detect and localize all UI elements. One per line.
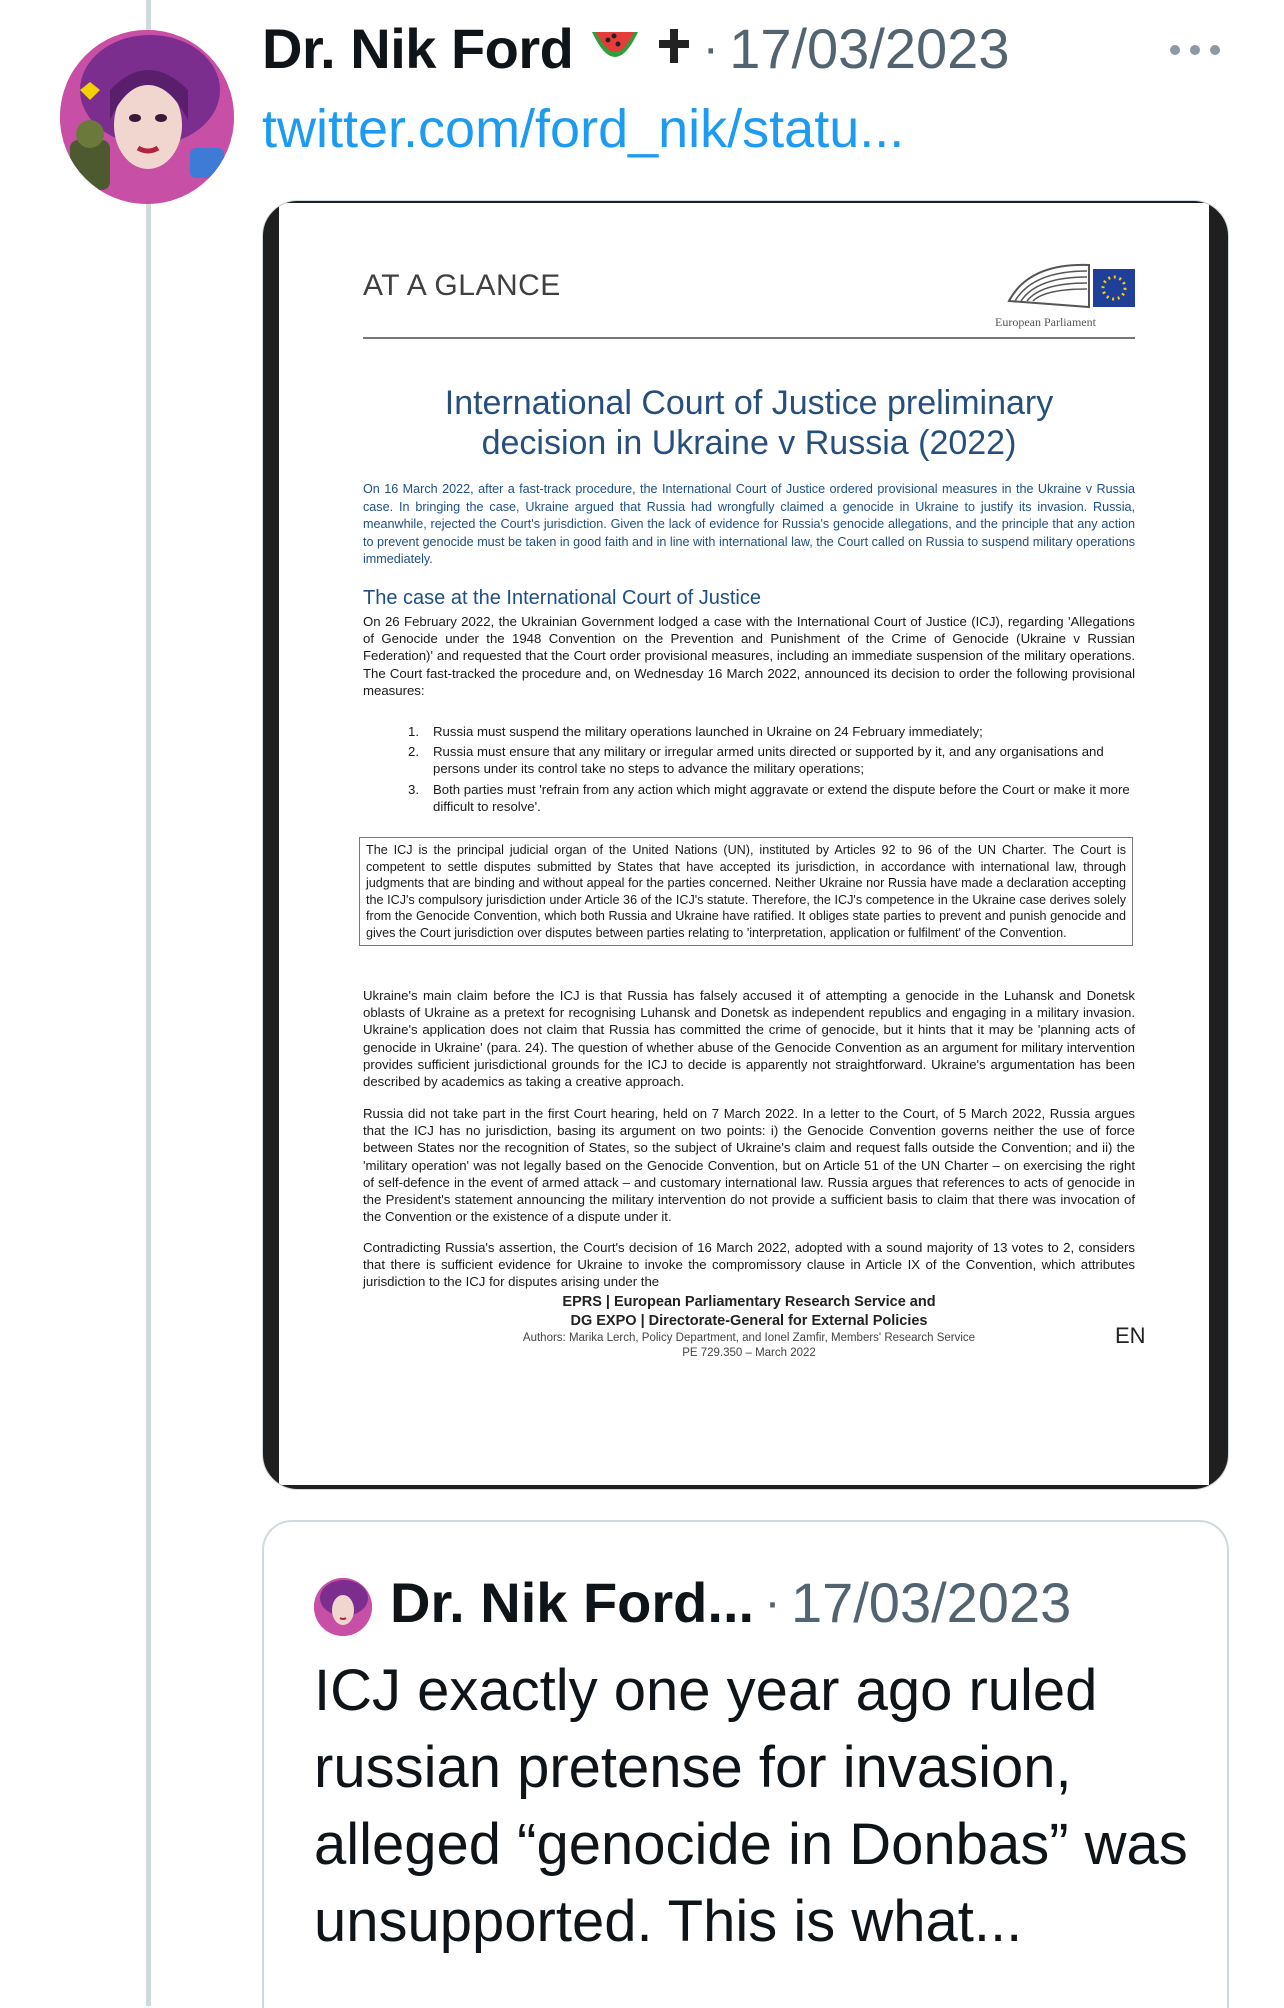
document-page [279,203,1209,1485]
list-item: 1. Russia must suspend the military operations launched in Ukraine on 24 February immediately; [408,724,983,739]
quoted-header-separator: · [764,1576,781,1629]
measures-list [363,723,1135,818]
attached-image[interactable] [262,200,1229,1490]
quoted-author-avatar [314,1578,372,1636]
quoted-tweet-date: 17/03/2023 [790,1571,1072,1634]
paragraph-2: Ukraine's main claim before the ICJ is that Russia has falsely accused it of attempting a genocide in the Luhansk and Donetsk oblasts of Ukraine as a pretext for recognising Luhansk and Donetsk as independent republics and engaging in a military invasion. Ukraine's application does not claim that Russia has committed the crime of genocide, but it hints that it may be 'planning acts of genocide in Ukraine' (para. 24). The question of whether abuse of the Genocide Convention as an argument for military intervention provides sufficient jurisdictional grounds for the ICJ to decide is apparently not straightforward. Ukraine's argumentation has been described by academics as taking a creative approach. [363,988,1135,1090]
tweet-header [262,16,1222,86]
logo-caption: European Parliament [995,315,1096,329]
quoted-tweet-text: ICJ exactly one year ago ruled russian pretense for invasion, alleged “genocide in Donbas” was unsupported. This is what... [314,1658,1188,1954]
tweet-date[interactable]: 17/03/2023 [729,17,1010,80]
header-rule [363,337,1135,339]
author-name[interactable]: Dr. Nik Ford [262,17,574,80]
quoted-tweet[interactable] [262,1520,1229,2008]
icj-info-box: The ICJ is the principal judicial organ of the United Nations (UN), instituted by Articles 92 to 96 of the UN Charter. The Court is competent to settle disputes submitted by States that have accepted its jurisdiction, in accordance with international law, through judgments that are binding and without appeal for the parties concerned. Neither Ukraine nor Russia have made a declaration accepting the ICJ's compulsory jurisdiction under Article 36 of the ICJ's statute. Therefore, the ICJ's competence in the Ukraine case derives solely from the Genocide Convention, which both Russia and Ukraine have ratified. It obliges state parties to prevent and punish genocide and gives the Court jurisdiction over disputes between parties relating to 'interpretation, application or fulfilment' of the Convention. [359,837,1133,946]
author-avatar[interactable] [60,30,234,204]
list-item: 3. Both parties must 'refrain from any action which might aggravate or extend the dispute before the Court or make it more difficult to resolve'. [408,781,1130,814]
more-options-icon[interactable] [1170,36,1220,64]
document-intro: On 16 March 2022, after a fast-track procedure, the International Court of Justice ordered provisional measures in the Ukraine v Russia case. In bringing the case, Ukraine argued that Russia had wrongfully claimed a genocide in Ukraine to justify its invasion. Russia, meanwhile, rejected the Court's jurisdiction. Given the lack of evidence for Russia's genocide allegations, and the principle that any action to prevent genocide must be taken in good faith and in line with international law, the Court called on Russia to suspend military operations immediately. [363,482,1135,566]
quoted-author-name: Dr. Nik Ford... [390,1571,755,1634]
paragraph-3: Russia did not take part in the first Court hearing, held on 7 March 2022. In a letter to the Court, of 5 March 2022, Russia argues that the ICJ has no jurisdiction, basing its argument on two points: i) the Genocide Convention governs neither the use of force between States nor the recognition of States, so the subject of Ukraine's claim and request falls outside the Convention; and ii) the 'military operation' was not legally based on the Genocide Convention, but on Article 51 of the UN Charter – on exercising the right of self-defence in the event of armed attack – and customary international law. Russia argues that references to acts of genocide in the President's statement announcing the military intervention do not provide a sufficient basis to claim that there was invocation of the Convention or the existence of a dispute under it. [363,1106,1135,1225]
language-code: EN [1115,1323,1146,1348]
document-title: International Court of Justice preliminary decision in Ukraine v Russia (2022) [444,384,1054,462]
cross-icon [656,26,692,71]
quoted-tweet-header [390,1570,1071,1635]
section-heading: The case at the International Court of Justice [363,587,761,609]
tweet-link[interactable]: twitter.com/ford_nik/statu... [262,99,905,159]
thread-connector-line [146,0,151,2006]
header-separator: · [702,22,719,75]
watermelon-icon [588,24,642,73]
paragraph-1: On 26 February 2022, the Ukrainian Government lodged a case with the International Court of Justice (ICJ), regarding 'Allegations of Genocide under the 1948 Convention on the Prevention and Punishment of the Crime of Genocide (Ukraine v Russian Federation)' and requested that the Court order provisional measures, including an immediate suspension of the military operations. The Court fast-tracked the procedure and, on Wednesday 16 March 2022, announced its decision to order the following provisional measures: [363,614,1135,698]
avatar-image [60,30,234,204]
document-footer: EPRS | European Parliamentary Research Service and DG EXPO | Directorate-General for External Policies Authors: Marika Lerch, Policy Department, and Ionel Zamfir, Members' Research Service PE 729.350 – March 2022 [522,1294,976,1359]
list-item: 2. Russia must ensure that any military or irregular armed units directed or supported by it, and any organisations and persons under its control take no steps to advance the military operations; [408,744,1104,777]
document-label: AT A GLANCE [363,269,561,302]
paragraph-4: Contradicting Russia's assertion, the Court's decision of 16 March 2022, adopted with a sound majority of 13 votes to 2, considers that there is sufficient evidence for Ukraine to invoke the compromissory clause in Article IX of the Convention, which attributes jurisdiction to the ICJ for disputes arising under the [363,1240,1135,1290]
